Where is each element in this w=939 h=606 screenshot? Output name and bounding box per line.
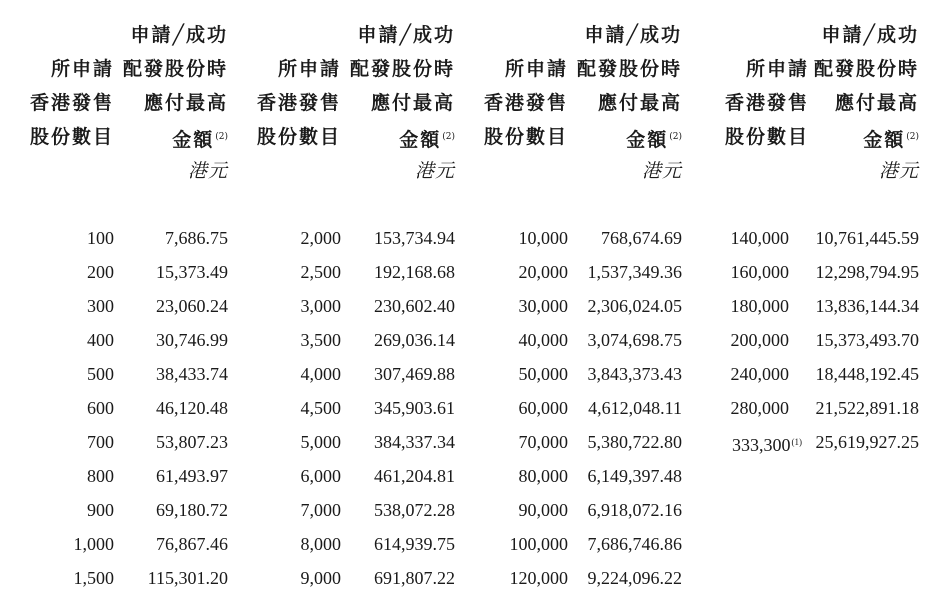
shares-value: 20,000 — [518, 262, 568, 282]
currency-label: 港元 — [878, 160, 919, 182]
shares-value: 700 — [87, 432, 114, 452]
amount-value: 38,433.74 — [156, 364, 228, 384]
shares-value: 800 — [87, 466, 114, 486]
table-row — [0, 561, 232, 595]
table-row — [459, 459, 686, 493]
shares-value: 280,000 — [730, 398, 789, 418]
shares-header: 所申請 香港發售 股份數目 — [256, 58, 341, 148]
shares-value: 4,000 — [300, 364, 341, 384]
footnote-marker: (1) — [791, 437, 802, 447]
shares-value: 200,000 — [730, 330, 789, 350]
amount-value: 30,746.99 — [156, 330, 228, 350]
amount-value: 192,168.68 — [374, 262, 455, 282]
amount-header: 申請╱成功 配發股份時 應付最高 金額$^{(2)}$ 港元 — [123, 18, 228, 188]
shares-value: 2,500 — [300, 262, 341, 282]
table-row — [686, 221, 939, 255]
shares-value: 50,000 — [518, 364, 568, 384]
shares-value: 600 — [87, 398, 114, 418]
amount-value: 53,807.23 — [156, 432, 228, 452]
shares-value: 300 — [87, 296, 114, 316]
currency-label: 港元 — [414, 160, 455, 182]
table-row — [232, 391, 459, 425]
table-row — [459, 357, 686, 391]
table-column-group-4 — [686, 0, 939, 606]
shares-value: 1,500 — [73, 568, 114, 588]
shares-value: 900 — [87, 500, 114, 520]
amount-value: 538,072.28 — [374, 500, 455, 520]
shares-value: 140,000 — [730, 228, 789, 248]
shares-value: 100 — [87, 228, 114, 248]
amount-value: 115,301.20 — [147, 568, 228, 588]
amount-value: 7,686,746.86 — [587, 534, 682, 554]
column-header — [459, 18, 686, 188]
table-row — [0, 221, 232, 255]
shares-value: 90,000 — [518, 500, 568, 520]
amount-value: 3,074,698.75 — [587, 330, 682, 350]
table-row — [232, 357, 459, 391]
table-row — [0, 357, 232, 391]
shares-value: 400 — [87, 330, 114, 350]
amount-value: 69,180.72 — [156, 500, 228, 520]
table-row — [459, 221, 686, 255]
table-column-group-2 — [232, 0, 459, 606]
table-row — [232, 221, 459, 255]
table-row — [686, 289, 939, 323]
shares-value: 200 — [87, 262, 114, 282]
table-row — [686, 425, 939, 459]
shares-value: 7,000 — [300, 500, 341, 520]
shares-value: 333,300$^{(1)}$ — [732, 435, 802, 455]
amount-value: 307,469.88 — [374, 364, 455, 384]
shares-value: 9,000 — [300, 568, 341, 588]
shares-value: 8,000 — [300, 534, 341, 554]
table-rows — [686, 221, 939, 459]
shares-value: 3,000 — [300, 296, 341, 316]
shares-value: 120,000 — [509, 568, 568, 588]
table-row — [232, 527, 459, 561]
table-row — [459, 289, 686, 323]
amount-value: 1,537,349.36 — [587, 262, 682, 282]
amount-value: 6,918,072.16 — [587, 500, 682, 520]
table-rows — [459, 221, 686, 595]
table-row — [459, 255, 686, 289]
shares-value: 10,000 — [518, 228, 568, 248]
shares-value: 240,000 — [730, 364, 789, 384]
amount-value: 153,734.94 — [374, 228, 455, 248]
amount-value: 12,298,794.95 — [815, 262, 919, 282]
amount-value: 3,843,373.43 — [587, 364, 682, 384]
amount-value: 9,224,096.22 — [587, 568, 682, 588]
shares-value: 4,500 — [300, 398, 341, 418]
amount-header: 申請╱成功 配發股份時 應付最高 金額$^{(2)}$ 港元 — [577, 18, 682, 188]
table-row — [0, 391, 232, 425]
table-row — [459, 493, 686, 527]
amount-value: 230,602.40 — [374, 296, 455, 316]
amount-value: 6,149,397.48 — [587, 466, 682, 486]
table-row — [459, 527, 686, 561]
table-row — [686, 357, 939, 391]
shares-value: 100,000 — [509, 534, 568, 554]
shares-header: 所申請 香港發售 股份數目 — [483, 58, 568, 148]
shares-value: 80,000 — [518, 466, 568, 486]
amount-value: 384,337.34 — [374, 432, 455, 452]
table-row — [686, 323, 939, 357]
shares-value: 500 — [87, 364, 114, 384]
amount-value: 76,867.46 — [156, 534, 228, 554]
amount-value: 18,448,192.45 — [815, 364, 919, 384]
amount-value: 461,204.81 — [374, 466, 455, 486]
shares-value: 60,000 — [518, 398, 568, 418]
table-row — [0, 527, 232, 561]
amount-value: 691,807.22 — [374, 568, 455, 588]
amount-value: 15,373.49 — [156, 262, 228, 282]
amount-value: 5,380,722.80 — [587, 432, 682, 452]
table-row — [459, 323, 686, 357]
shares-header: 所申請 香港發售 股份數目 — [724, 58, 809, 148]
table-row — [232, 425, 459, 459]
amount-value: 7,686.75 — [165, 228, 228, 248]
shares-value: 30,000 — [518, 296, 568, 316]
shares-value: 40,000 — [518, 330, 568, 350]
amount-value: 614,939.75 — [374, 534, 455, 554]
shares-value: 3,500 — [300, 330, 341, 350]
table-row — [0, 255, 232, 289]
table-row — [232, 255, 459, 289]
table-row — [0, 323, 232, 357]
column-header — [0, 18, 232, 188]
column-header — [232, 18, 459, 188]
table-row — [459, 391, 686, 425]
amount-value: 61,493.97 — [156, 466, 228, 486]
currency-label: 港元 — [641, 160, 682, 182]
shares-value: 1,000 — [73, 534, 114, 554]
amount-value: 23,060.24 — [156, 296, 228, 316]
shares-header: 所申請 香港發售 股份數目 — [29, 58, 114, 148]
amount-value: 13,836,144.34 — [815, 296, 919, 316]
table-row — [232, 289, 459, 323]
table-row — [459, 425, 686, 459]
amount-value: 21,522,891.18 — [815, 398, 919, 418]
table-row — [232, 561, 459, 595]
amount-value: 4,612,048.11 — [588, 398, 682, 418]
table-row — [232, 493, 459, 527]
amount-value: 269,036.14 — [374, 330, 455, 350]
amount-header: 申請╱成功 配發股份時 應付最高 金額$^{(2)}$ 港元 — [350, 18, 455, 188]
shares-value: 160,000 — [730, 262, 789, 282]
shares-value: 6,000 — [300, 466, 341, 486]
table-row — [0, 493, 232, 527]
table-row — [232, 459, 459, 493]
table-column-group-1 — [0, 0, 232, 606]
amount-value: 345,903.61 — [374, 398, 455, 418]
amount-value: 15,373,493.70 — [815, 330, 919, 350]
shares-value: 180,000 — [730, 296, 789, 316]
amount-value: 46,120.48 — [156, 398, 228, 418]
shares-value: 70,000 — [518, 432, 568, 452]
amount-value: 10,761,445.59 — [815, 228, 919, 248]
table-rows — [0, 221, 232, 595]
table-row — [686, 391, 939, 425]
shares-value: 2,000 — [300, 228, 341, 248]
amount-value: 768,674.69 — [601, 228, 682, 248]
table-rows — [232, 221, 459, 595]
amount-header: 申請╱成功 配發股份時 應付最高 金額$^{(2)}$ 港元 — [814, 18, 919, 188]
table-row — [0, 425, 232, 459]
table-row — [232, 323, 459, 357]
column-header — [686, 18, 939, 188]
shares-value: 5,000 — [300, 432, 341, 452]
table-row — [459, 561, 686, 595]
table-row — [0, 289, 232, 323]
table-column-group-3 — [459, 0, 686, 606]
amount-value: 2,306,024.05 — [587, 296, 682, 316]
currency-label: 港元 — [187, 160, 228, 182]
table-row — [0, 459, 232, 493]
table-row — [686, 255, 939, 289]
amount-value: 25,619,927.25 — [815, 432, 919, 452]
